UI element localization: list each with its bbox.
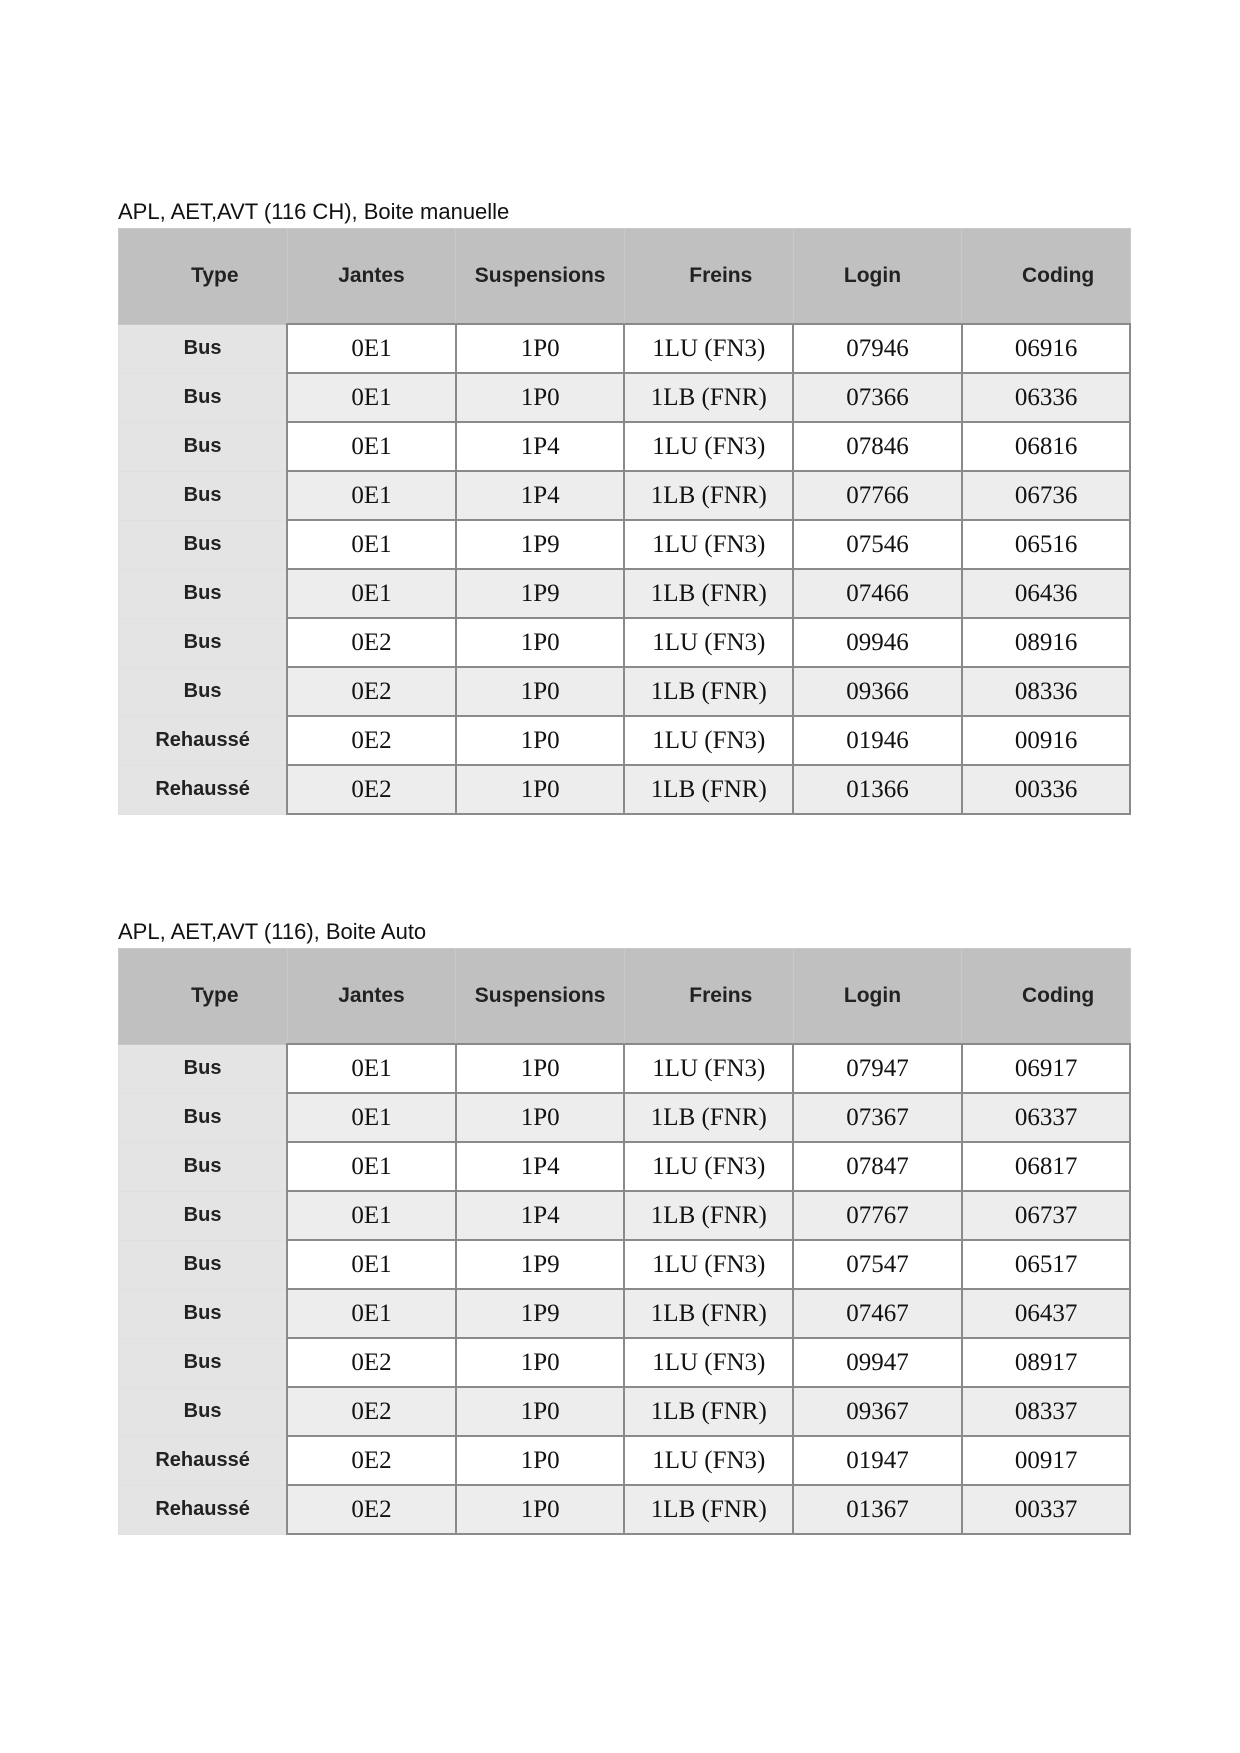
freins-cell: 1LB (FNR) [624,1093,793,1142]
suspensions-cell: 1P9 [456,1289,625,1338]
coding-cell: 06436 [962,569,1131,618]
login-cell: 07367 [793,1093,962,1142]
coding-cell: 06916 [962,324,1131,373]
login-cell: 07846 [793,422,962,471]
coding-cell: 06516 [962,520,1131,569]
suspensions-cell: 1P0 [456,618,625,667]
coding-cell: 06736 [962,471,1131,520]
suspensions-cell: 1P0 [456,1044,625,1093]
coding-cell: 00337 [962,1485,1131,1534]
freins-cell: 1LB (FNR) [624,1485,793,1534]
column-header-suspensions: Suspensions [456,229,625,325]
suspensions-cell: 1P4 [456,1142,625,1191]
jantes-cell: 0E1 [287,1191,456,1240]
suspensions-cell: 1P0 [456,667,625,716]
type-cell: Rehaussé [119,1436,288,1485]
jantes-cell: 0E1 [287,471,456,520]
login-cell: 01947 [793,1436,962,1485]
type-cell: Bus [119,1387,288,1436]
login-cell: 07546 [793,520,962,569]
table-row [119,1485,1131,1534]
spec-table-auto [118,948,1131,1535]
table-row [119,1387,1131,1436]
suspensions-cell: 1P4 [456,1191,625,1240]
freins-cell: 1LB (FNR) [624,373,793,422]
jantes-cell: 0E1 [287,373,456,422]
login-cell: 07767 [793,1191,962,1240]
column-header-type: Type [119,229,288,325]
login-cell: 07947 [793,1044,962,1093]
column-header-coding: Coding [962,229,1131,325]
header-row [119,949,1131,1045]
table-row [119,667,1131,716]
suspensions-cell: 1P0 [456,1338,625,1387]
table-row [119,618,1131,667]
suspensions-cell: 1P0 [456,765,625,814]
login-cell: 07466 [793,569,962,618]
suspensions-cell: 1P0 [456,324,625,373]
freins-cell: 1LU (FN3) [624,1240,793,1289]
coding-cell: 00917 [962,1436,1131,1485]
login-cell: 07366 [793,373,962,422]
suspensions-cell: 1P0 [456,716,625,765]
table-row [119,765,1131,814]
type-cell: Bus [119,667,288,716]
column-header-login: Login [793,949,962,1045]
freins-cell: 1LU (FN3) [624,1142,793,1191]
column-header-coding: Coding [962,949,1131,1045]
freins-cell: 1LB (FNR) [624,1289,793,1338]
type-cell: Bus [119,471,288,520]
freins-cell: 1LB (FNR) [624,1191,793,1240]
jantes-cell: 0E1 [287,1044,456,1093]
jantes-cell: 0E2 [287,765,456,814]
coding-cell: 06817 [962,1142,1131,1191]
freins-cell: 1LU (FN3) [624,716,793,765]
table-row [119,716,1131,765]
table-section-manual [118,196,1130,815]
login-cell: 07766 [793,471,962,520]
table-row [119,520,1131,569]
type-cell: Bus [119,1142,288,1191]
coding-cell: 06737 [962,1191,1131,1240]
type-cell: Bus [119,1240,288,1289]
column-header-freins: Freins [624,229,793,325]
suspensions-cell: 1P0 [456,1387,625,1436]
type-cell: Bus [119,373,288,422]
suspensions-cell: 1P9 [456,520,625,569]
jantes-cell: 0E2 [287,1436,456,1485]
column-header-jantes: Jantes [287,949,456,1045]
login-cell: 01946 [793,716,962,765]
type-cell: Bus [119,422,288,471]
table-caption: APL, AET,AVT (116), Boite Auto [118,919,427,944]
freins-cell: 1LU (FN3) [624,520,793,569]
login-cell: 01366 [793,765,962,814]
suspensions-cell: 1P0 [456,1093,625,1142]
coding-cell: 08917 [962,1338,1131,1387]
jantes-cell: 0E2 [287,716,456,765]
type-cell: Bus [119,618,288,667]
login-cell: 07847 [793,1142,962,1191]
table-row [119,1289,1131,1338]
column-header-suspensions: Suspensions [456,949,625,1045]
freins-cell: 1LU (FN3) [624,1436,793,1485]
column-header-type: Type [119,949,288,1045]
type-cell: Rehaussé [119,1485,288,1534]
column-header-login: Login [793,229,962,325]
coding-cell: 06517 [962,1240,1131,1289]
table-row [119,1338,1131,1387]
jantes-cell: 0E2 [287,618,456,667]
type-cell: Bus [119,324,288,373]
suspensions-cell: 1P9 [456,1240,625,1289]
spec-table-manual [118,228,1131,815]
column-header-jantes: Jantes [287,229,456,325]
coding-cell: 06816 [962,422,1131,471]
freins-cell: 1LU (FN3) [624,1338,793,1387]
table-row [119,569,1131,618]
coding-cell: 06437 [962,1289,1131,1338]
type-cell: Bus [119,569,288,618]
table-caption: APL, AET,AVT (116 CH), Boite manuelle [118,199,510,224]
suspensions-cell: 1P4 [456,422,625,471]
type-cell: Bus [119,1093,288,1142]
jantes-cell: 0E1 [287,422,456,471]
freins-cell: 1LU (FN3) [624,1044,793,1093]
table-section-auto [118,916,1130,1535]
table-row [119,324,1131,373]
login-cell: 01367 [793,1485,962,1534]
jantes-cell: 0E2 [287,1338,456,1387]
login-cell: 07946 [793,324,962,373]
freins-cell: 1LU (FN3) [624,324,793,373]
freins-cell: 1LU (FN3) [624,618,793,667]
table-row [119,1093,1131,1142]
column-header-freins: Freins [624,949,793,1045]
table-row [119,1142,1131,1191]
coding-cell: 06917 [962,1044,1131,1093]
jantes-cell: 0E1 [287,1240,456,1289]
jantes-cell: 0E1 [287,1142,456,1191]
type-cell: Bus [119,1191,288,1240]
suspensions-cell: 1P0 [456,1485,625,1534]
table-row [119,1191,1131,1240]
freins-cell: 1LU (FN3) [624,422,793,471]
suspensions-cell: 1P0 [456,373,625,422]
login-cell: 09946 [793,618,962,667]
type-cell: Rehaussé [119,765,288,814]
freins-cell: 1LB (FNR) [624,765,793,814]
coding-cell: 06337 [962,1093,1131,1142]
suspensions-cell: 1P4 [456,471,625,520]
type-cell: Bus [119,1044,288,1093]
type-cell: Rehaussé [119,716,288,765]
coding-cell: 08916 [962,618,1131,667]
type-cell: Bus [119,520,288,569]
coding-cell: 08337 [962,1387,1131,1436]
jantes-cell: 0E1 [287,569,456,618]
jantes-cell: 0E2 [287,667,456,716]
jantes-cell: 0E1 [287,520,456,569]
freins-cell: 1LB (FNR) [624,1387,793,1436]
login-cell: 07547 [793,1240,962,1289]
login-cell: 07467 [793,1289,962,1338]
coding-cell: 08336 [962,667,1131,716]
table-row [119,1240,1131,1289]
table-row [119,471,1131,520]
table-row [119,1436,1131,1485]
login-cell: 09947 [793,1338,962,1387]
suspensions-cell: 1P9 [456,569,625,618]
jantes-cell: 0E2 [287,1485,456,1534]
coding-cell: 06336 [962,373,1131,422]
jantes-cell: 0E2 [287,1387,456,1436]
table-row [119,373,1131,422]
freins-cell: 1LB (FNR) [624,667,793,716]
suspensions-cell: 1P0 [456,1436,625,1485]
jantes-cell: 0E1 [287,1093,456,1142]
table-row [119,1044,1131,1093]
jantes-cell: 0E1 [287,1289,456,1338]
type-cell: Bus [119,1338,288,1387]
table-row [119,422,1131,471]
type-cell: Bus [119,1289,288,1338]
jantes-cell: 0E1 [287,324,456,373]
header-row [119,229,1131,325]
login-cell: 09367 [793,1387,962,1436]
freins-cell: 1LB (FNR) [624,471,793,520]
freins-cell: 1LB (FNR) [624,569,793,618]
coding-cell: 00916 [962,716,1131,765]
login-cell: 09366 [793,667,962,716]
coding-cell: 00336 [962,765,1131,814]
